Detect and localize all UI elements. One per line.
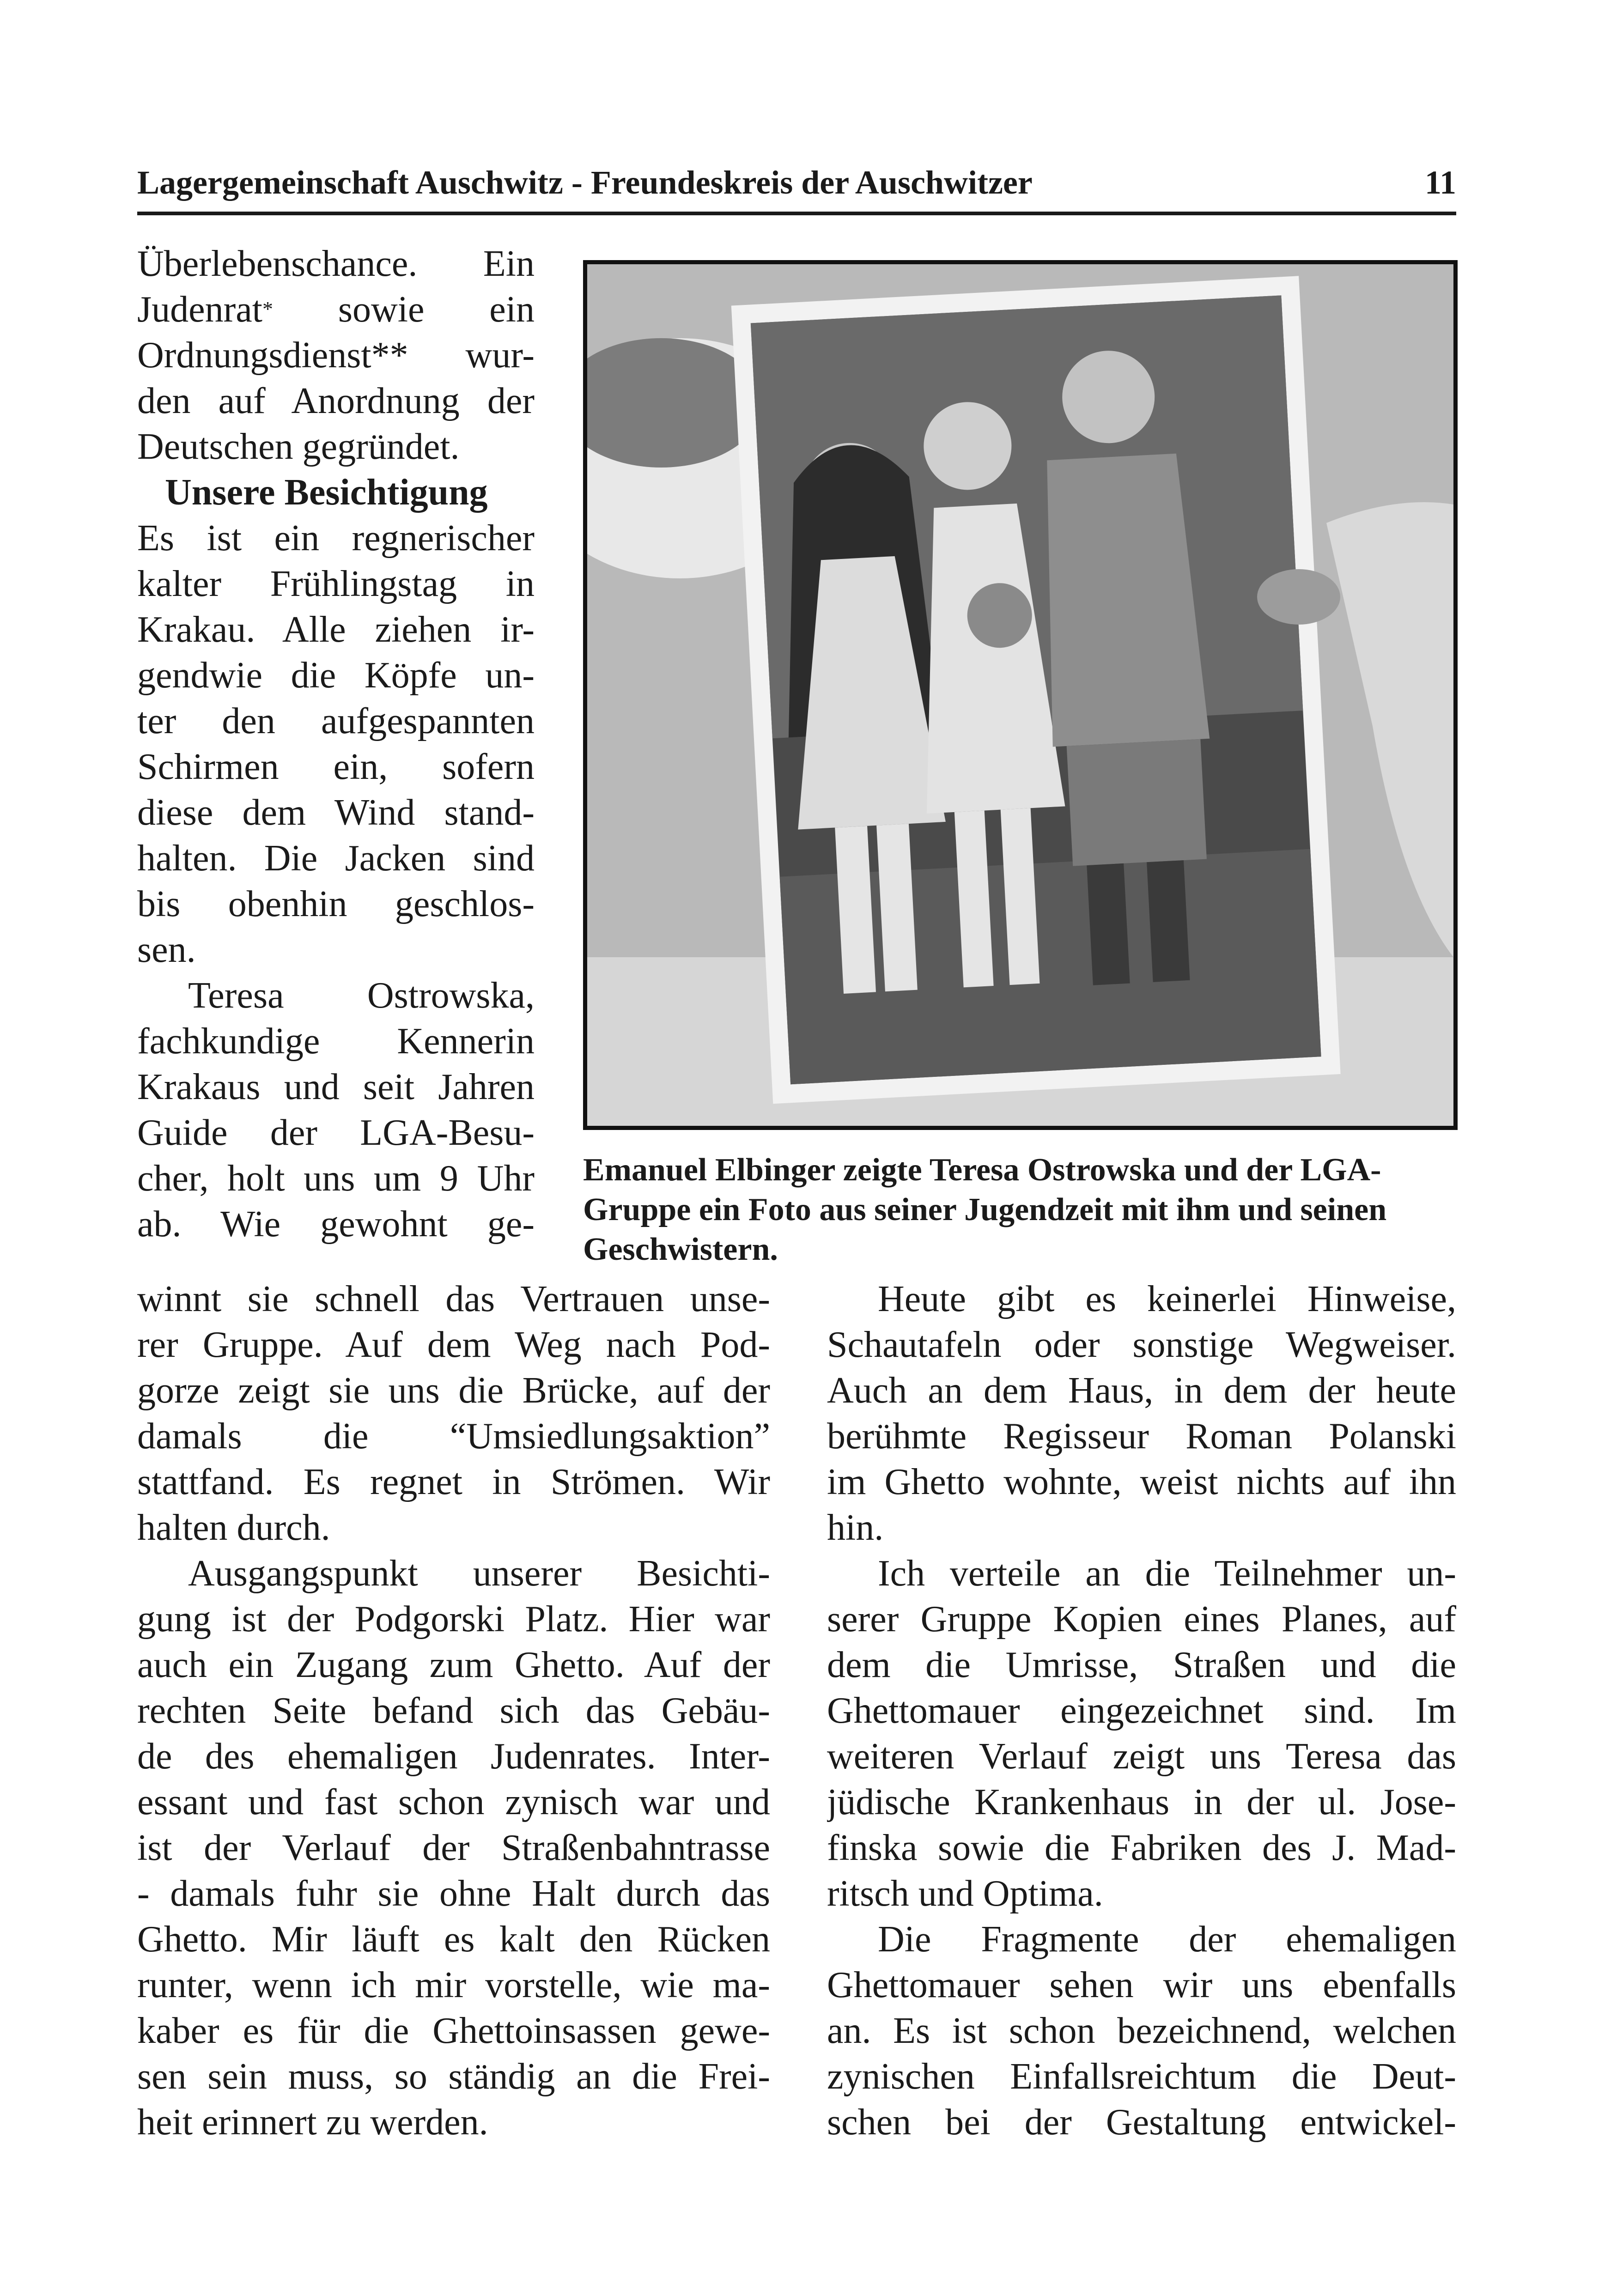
text-line: Auch an dem Haus, in dem der heute xyxy=(827,1370,1456,1411)
page-number: 11 xyxy=(1424,164,1456,201)
text-line: winnt sie schnell das Vertrauen unse- xyxy=(137,1279,770,1319)
text-line: sen sein muss, so ständig an die Frei- xyxy=(137,2056,770,2097)
photo-illustration xyxy=(587,264,1453,1126)
text-line: jüdische Krankenhaus in der ul. Jose- xyxy=(827,1782,1456,1822)
column-top-text xyxy=(137,241,535,1247)
text-line: heit erinnert zu werden. xyxy=(137,2102,488,2143)
text-line: ab. Wie gewohnt ge- xyxy=(137,1204,535,1245)
text-line: Krakau. Alle ziehen ir- xyxy=(137,609,535,650)
text-line: Ghettomauer eingezeichnet sind. Im xyxy=(827,1690,1456,1731)
text-line xyxy=(137,287,535,333)
text-line: weiteren Verlauf zeigt uns Teresa das xyxy=(827,1736,1456,1777)
photo-caption xyxy=(583,1150,1456,1269)
text-line: stattfand. Es regnet in Strömen. Wir xyxy=(137,1462,770,1502)
text-line: halten. Die Jacken sind xyxy=(137,838,535,879)
text-line: Ghetto. Mir läuft es kalt den Rücken xyxy=(137,1919,770,1960)
text-line: finska sowie die Fabriken des J. Mad- xyxy=(827,1828,1456,1868)
text-line: Ordnungsdienst** wur- xyxy=(137,335,535,376)
footnote-mark: * xyxy=(262,297,274,321)
text-line: Heute gibt es keinerlei Hinweise, xyxy=(878,1279,1456,1319)
text-line: damals die “Umsiedlungsaktion” xyxy=(137,1416,770,1457)
caption-line: Gruppe ein Foto aus seiner Jugendzeit mit ihm und seinen xyxy=(583,1192,1387,1227)
text-line: cher, holt uns um 9 Uhr xyxy=(137,1158,535,1199)
text-line: gendwie die Köpfe un- xyxy=(137,655,535,696)
text-line: Schirmen ein, sofern xyxy=(137,747,535,787)
text-line: hin. xyxy=(827,1507,884,1548)
judenrat-suffix: sowie ein xyxy=(338,289,535,330)
caption-line: Geschwistern. xyxy=(583,1232,778,1267)
text-line: rer Gruppe. Auf dem Weg nach Pod- xyxy=(137,1324,770,1365)
text-line: diese dem Wind stand- xyxy=(137,792,535,833)
column-left-text xyxy=(137,1276,770,2145)
text-line: runter, wenn ich mir vorstelle, wie ma- xyxy=(137,1965,770,2005)
text-line: ist der Verlauf der Straßenbahntrasse xyxy=(137,1828,770,1868)
text-line: Die Fragmente der ehemaligen xyxy=(878,1919,1456,1960)
text-line: Teresa Ostrowska, xyxy=(188,975,535,1016)
text-line: gorze zeigt sie uns die Brücke, auf der xyxy=(137,1370,770,1411)
text-line: den auf Anordnung der xyxy=(137,381,535,421)
text-line: rechten Seite befand sich das Gebäu- xyxy=(137,1690,770,1731)
text-line: - damals fuhr sie ohne Halt durch das xyxy=(137,1873,770,1914)
text-line: im Ghetto wohnte, weist nichts auf ihn xyxy=(827,1462,1456,1502)
column-right-text xyxy=(827,1276,1456,2145)
running-title: Lagergemeinschaft Auschwitz - Freundeskreis der Auschwitzer xyxy=(137,164,1033,201)
text-line: Guide der LGA-Besu- xyxy=(137,1112,535,1153)
text-line: gung ist der Podgorski Platz. Hier war xyxy=(137,1599,770,1640)
text-line: kalter Frühlingstag in xyxy=(137,564,535,604)
text-line: Ich verteile an die Teilnehmer un- xyxy=(878,1553,1456,1594)
text-line: ritsch und Optima. xyxy=(827,1873,1103,1914)
judenrat-word: Judenrat xyxy=(137,289,263,330)
text-line: zynischen Einfallsreichtum die Deut- xyxy=(827,2056,1456,2097)
text-line: berühmte Regisseur Roman Polanski xyxy=(827,1416,1456,1457)
text-line: auch ein Zugang zum Ghetto. Auf der xyxy=(137,1645,770,1685)
text-line: Schautafeln oder sonstige Wegweiser. xyxy=(827,1324,1456,1365)
text-line: an. Es ist schon bezeichnend, welchen xyxy=(827,2011,1456,2051)
text-line: Ghettomauer sehen wir uns ebenfalls xyxy=(827,1965,1456,2005)
text-line: kaber es für die Ghettoinsassen gewe- xyxy=(137,2011,770,2051)
text-line: serer Gruppe Kopien eines Planes, auf xyxy=(827,1599,1456,1640)
caption-line: Emanuel Elbinger zeigte Teresa Ostrowska und der LGA- xyxy=(583,1152,1381,1188)
text-line: schen bei der Gestaltung entwickel- xyxy=(827,2102,1456,2143)
text-line: bis obenhin geschlos- xyxy=(137,884,535,924)
text-line: essant und fast schon zynisch war und xyxy=(137,1782,770,1822)
text-line: dem die Umrisse, Straßen und die xyxy=(827,1645,1456,1685)
text-line: ter den aufgespannten xyxy=(137,701,535,741)
running-header xyxy=(137,157,1456,215)
section-heading: Unsere Besichtigung xyxy=(165,472,488,513)
photo xyxy=(583,260,1458,1130)
text-line: sen. xyxy=(137,929,196,970)
text-line: de des ehemaligen Judenrates. Inter- xyxy=(137,1736,770,1777)
text-line: halten durch. xyxy=(137,1507,330,1548)
text-line: Krakaus und seit Jahren xyxy=(137,1067,535,1107)
text-line: fachkundige Kennerin xyxy=(137,1021,535,1062)
text-line: Überlebenschance. Ein xyxy=(137,243,535,284)
text-line: Deutschen gegründet. xyxy=(137,426,460,467)
text-line: Es ist ein regnerischer xyxy=(137,518,535,559)
text-line: Ausgangspunkt unserer Besichti- xyxy=(188,1553,770,1594)
